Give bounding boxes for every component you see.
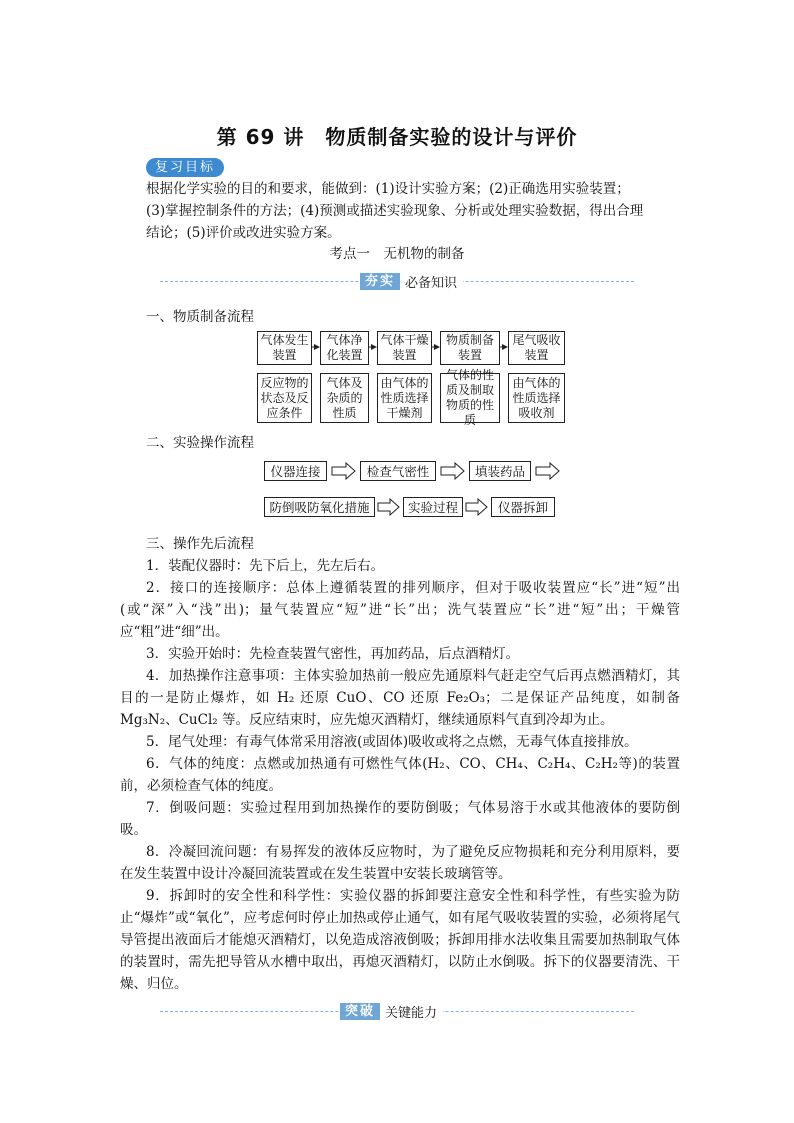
flow-box-gas-generation: 气体发生装置 [257,331,312,365]
section-tag: 夯实 [360,273,400,290]
review-goals-badge: 复习目标 [146,158,224,177]
section-label: 必备知识 [405,275,458,291]
op-box-disassemble: 仪器拆卸 [491,497,555,517]
ops-arrow [378,499,399,515]
ops-arrow [466,499,487,515]
step-4: 4．加热操作注意事项：主体实验加热前一般应先通原料气赶走空气后再点燃酒精灯，其目的一是防止爆炸，如 H₂ 还原 CuO、CO 还原 Fe₂O₃；二是保证产品纯度，如制备 Mg₃N₂、CuCl₂ 等。反应结束时，应先熄灭酒精灯，继续通原料气直到冷却为止。 [120,668,680,728]
flow-box-tail-gas: 尾气吸收装置 [508,331,565,365]
heading-prep-flow: 一、物质制备流程 [146,309,254,325]
step-9: 9．拆卸时的安全性和科学性：实验仪器的拆卸要注意安全性和科学性，有些实验为防止“爆炸”或“氧化”，应考虑何时停止加热或停止通气，如有尾气吸收装置的实验，必须将尾气导管提出液面后才能熄灭酒精灯，以免造成溶液倒吸；拆卸用排水法收集且需要加热制取气体的装置时，需先把导管从水槽中取出，再熄灭酒精灯，以防止水倒吸。拆下的仪器要清洗、干燥、归位。 [120,888,680,992]
flow-note-gas-generation: 反应物的状态及反应条件 [257,373,312,423]
flow-note-preparation: 气体的性质及制取物质的性质 [440,373,500,423]
intro-text: 根据化学实验的目的和要求，能做到：(1)设计实验方案；(2)正确选用实验装置；(3)掌握控制条件的方法；(4)预测或描述实验现象、分析或处理实验数据，得出合理结论；(5)评价或改进实验方案。 [146,181,644,241]
op-box-connect: 仪器连接 [264,461,327,481]
topic-heading: 考点一 无机物的制备 [329,246,465,262]
flow-note-drying: 由气体的性质选择干燥剂 [377,373,432,423]
flow-note-tail-gas: 由气体的性质选择吸收剂 [508,373,565,423]
ops-arrow [441,463,464,479]
op-box-airtight: 检查气密性 [360,461,436,481]
flow-box-purification: 气体净化装置 [320,331,369,365]
section-bar-ability [160,1002,634,1022]
step-5: 5．尾气处理：有毒气体常采用溶液(或固体)吸收或将之点燃，无毒气体直接排放。 [146,734,638,750]
step-8: 8．冷凝回流问题：有易挥发的液体反应物时，为了避免反应物损耗和充分利用原料，要在发生装置中设计冷凝回流装置或在发生装置中安装长玻璃管等。 [120,844,680,882]
steps-list [120,555,680,995]
flow-box-preparation: 物质制备装置 [440,331,500,365]
step-2: 2．接口的连接顺序：总体上遵循装置的排列顺序，但对于吸收装置应“长”进“短”出(或“深”入“浅”出)；量气装置应“短”进“长”出；洗气装置应“长”进“短”出；干燥管应“粗”进“细”出。 [120,580,680,640]
ops-arrow [536,463,559,479]
flow-note-purification: 气体及杂质的性质 [320,373,369,423]
heading-ops-flow: 二、实验操作流程 [146,435,254,451]
heading-order-flow: 三、操作先后流程 [146,536,254,552]
op-box-process: 实验过程 [403,497,463,517]
page-title: 第 69 讲 物质制备实验的设计与评价 [216,125,578,149]
section-tag: 突破 [340,1003,380,1020]
step-1: 1．装配仪器时：先下后上，先左后右。 [146,558,385,574]
ops-arrow [332,463,355,479]
op-box-prevention: 防倒吸防氧化措施 [264,497,375,517]
step-7: 7．倒吸问题：实验过程用到加热操作的要防倒吸；气体易溶于水或其他液体的要防倒吸。 [120,800,680,838]
section-label: 关键能力 [385,1005,438,1021]
step-6: 6．气体的纯度：点燃或加热通有可燃性气体(H₂、CO、CH₄、C₂H₄、C₂H₂等)的装置前，必须检查气体的纯度。 [120,756,680,794]
flow-box-drying: 气体干燥装置 [377,331,432,365]
op-box-load: 填装药品 [469,461,531,481]
step-3: 3．实验开始时：先检查装置气密性，再加药品，后点酒精灯。 [146,646,520,662]
